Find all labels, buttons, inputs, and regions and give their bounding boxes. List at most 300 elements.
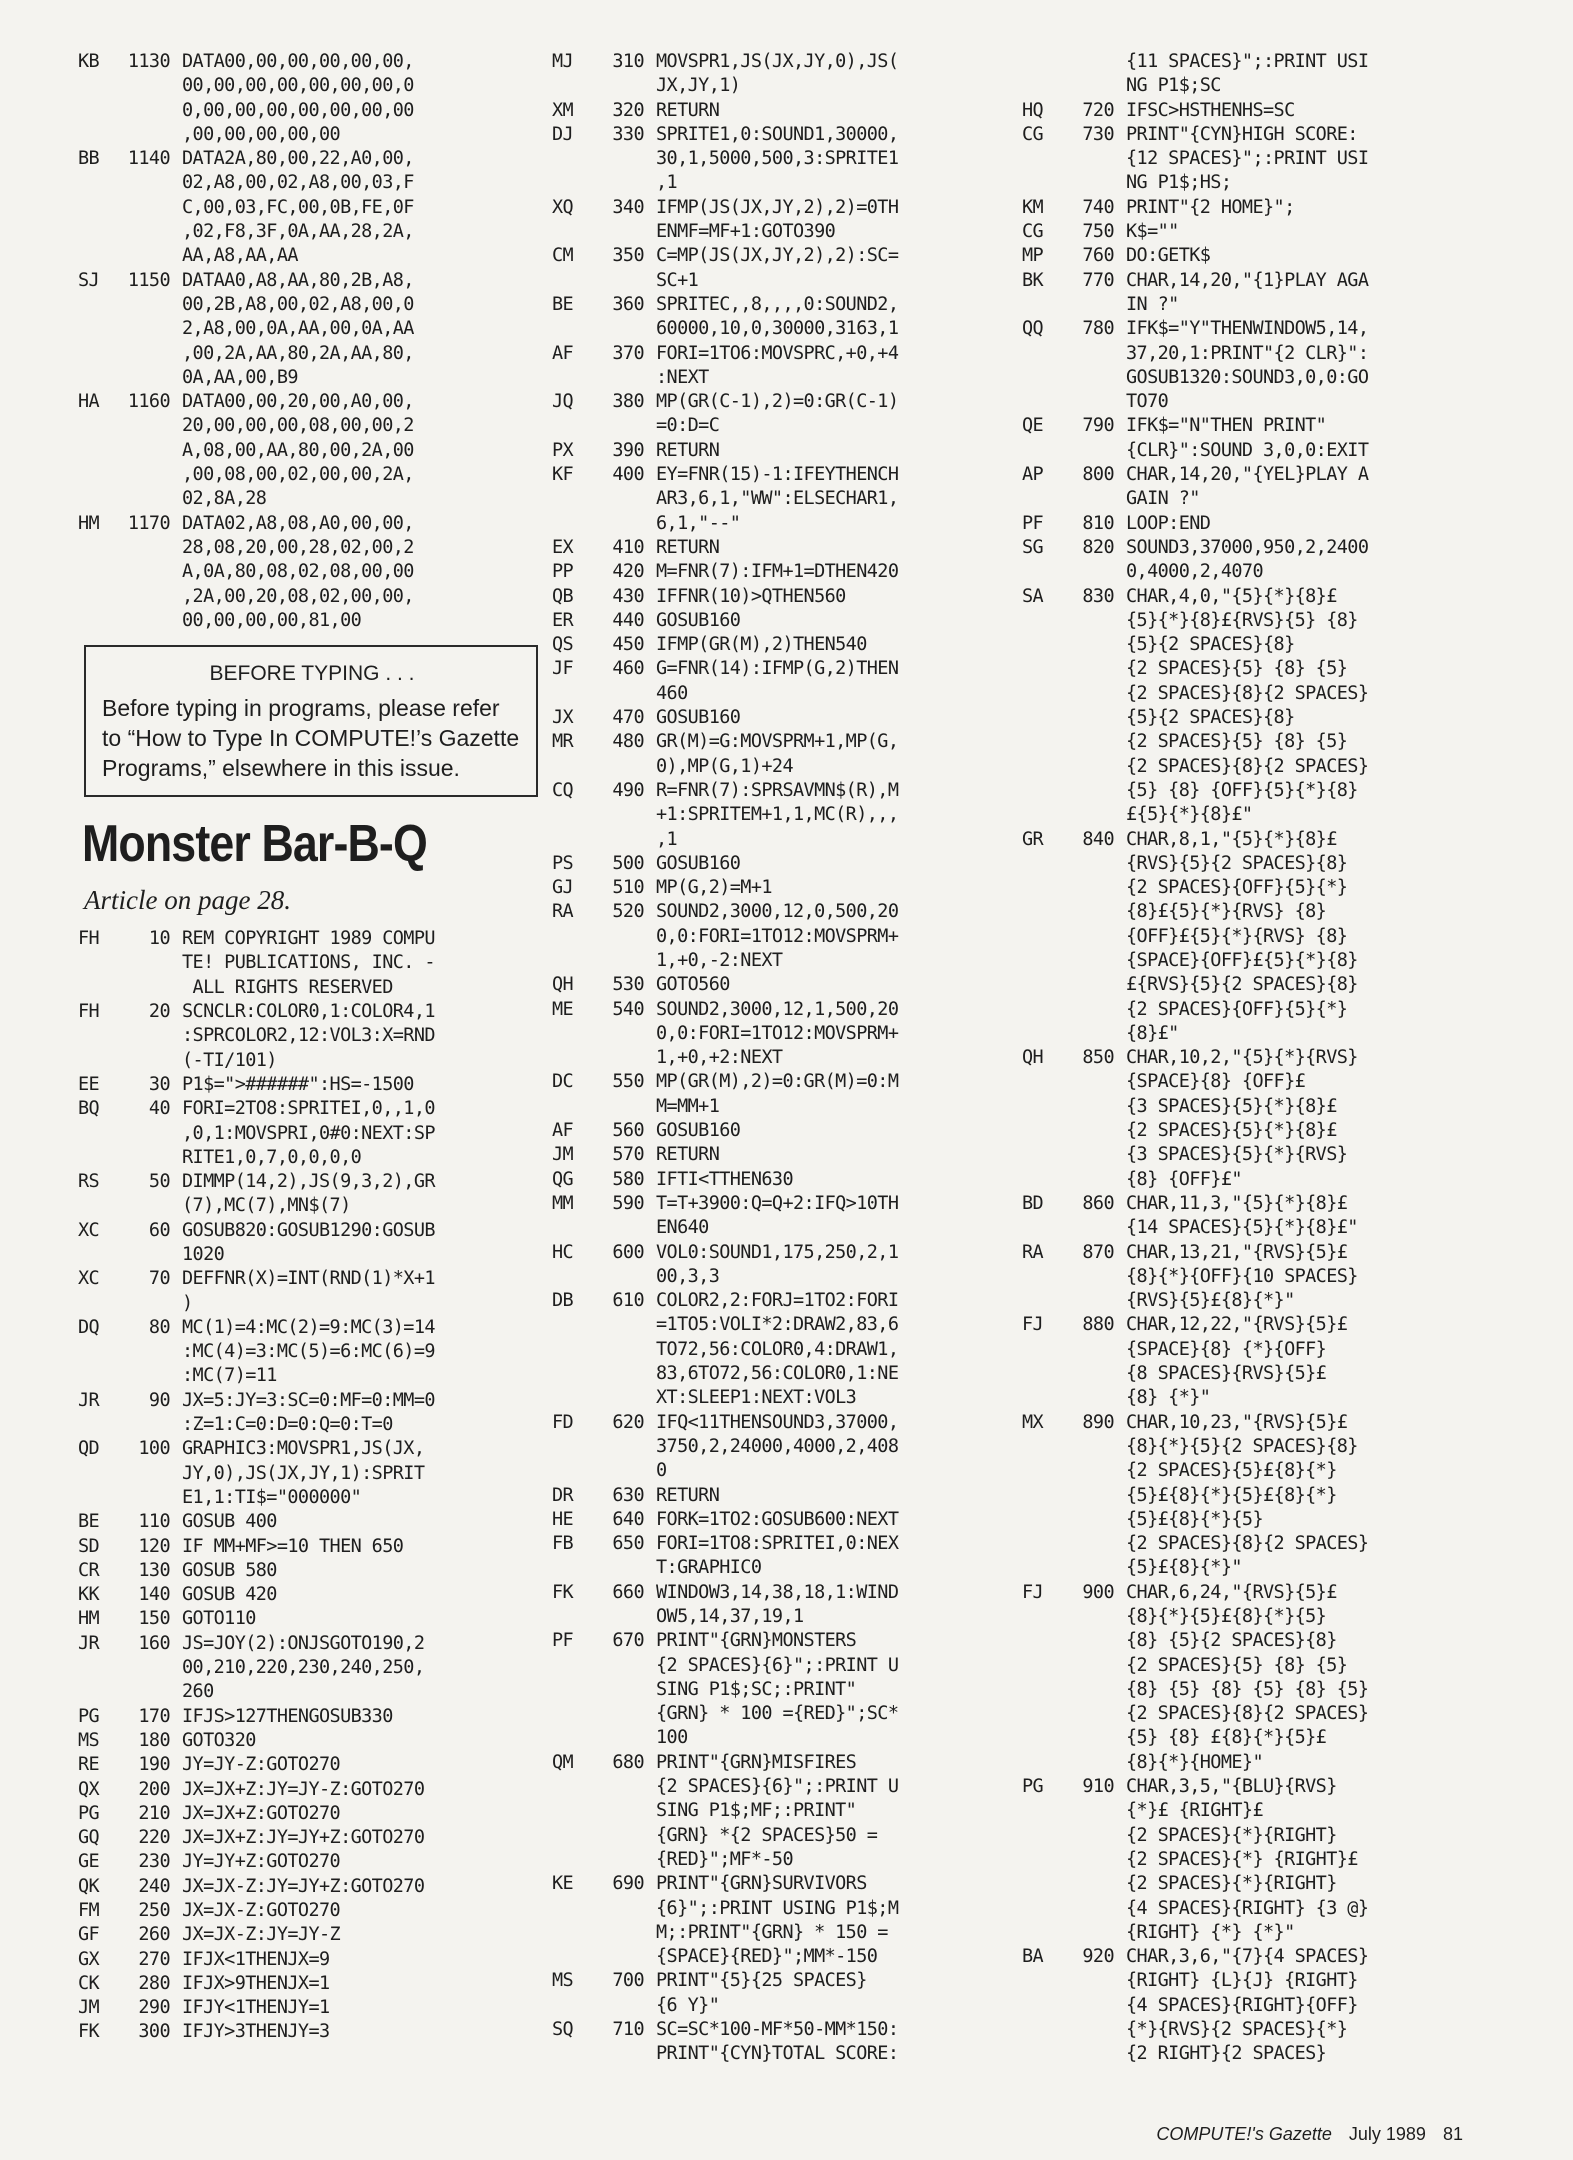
code-line (552, 1119, 1006, 1143)
code-text: {SPACE}{8} {OFF}£ (1126, 1071, 1306, 1093)
line-number (114, 585, 182, 609)
checksum (552, 171, 588, 195)
checksum: JF (552, 658, 574, 680)
code-text: 6,1,"--" (656, 512, 741, 534)
code-text: DATAA0,A8,AA,80,2B,A8, (182, 269, 414, 291)
code-text: {6 Y}" (656, 1994, 720, 2016)
code-line (1022, 755, 1492, 779)
checksum (1022, 1338, 1058, 1362)
code-text: IFQ<11THENSOUND3,37000, (656, 1411, 899, 1433)
code-text: SING P1$;SC;:PRINT" (656, 1678, 857, 1700)
code-line (552, 1824, 1006, 1848)
checksum: CQ (552, 779, 574, 801)
code-line (552, 1168, 1006, 1192)
line-number (1058, 730, 1126, 754)
checksum (1022, 1726, 1058, 1750)
code-line (552, 1702, 1006, 1726)
code-text: GOTO110 (182, 1608, 256, 1630)
code-text: +1:SPRITEM+1,1,MC(R),,, (656, 804, 899, 826)
code-text: K$="" (1126, 221, 1179, 243)
line-number: 800 (1082, 464, 1114, 486)
checksum (1022, 366, 1058, 390)
code-text: PRINT"{GRN}MISFIRES (656, 1751, 857, 1773)
checksum (1022, 2018, 1058, 2042)
code-line (1022, 585, 1492, 609)
code-line (78, 1316, 534, 1340)
code-line (78, 1243, 534, 1267)
code-text: {*}{RVS}{2 SPACES}{*} (1126, 2019, 1348, 2041)
code-text: IFJX>9THENJX=1 (182, 1972, 330, 1994)
checksum (78, 1656, 114, 1680)
line-number (1058, 900, 1126, 924)
code-text: GOTO320 (182, 1729, 256, 1751)
code-text: A,08,00,AA,80,00,2A,00 (182, 439, 414, 461)
code-line (552, 1022, 1006, 1046)
code-line (1022, 293, 1492, 317)
line-number: 710 (612, 2019, 644, 2041)
checksum (1022, 1508, 1058, 1532)
code-line (1022, 2018, 1492, 2042)
checksum: QM (552, 1751, 574, 1773)
code-text: ,1 (656, 172, 678, 194)
code-line (1022, 998, 1492, 1022)
checksum (552, 803, 588, 827)
code-text: {8} {5}{2 SPACES}{8} (1126, 1630, 1337, 1652)
checksum (78, 123, 114, 147)
code-text: IFFNR(10)>QTHEN560 (656, 585, 846, 607)
code-line (552, 1459, 1006, 1483)
code-text: {8}{*}{5}{2 SPACES}{8} (1126, 1435, 1358, 1457)
line-number (114, 487, 182, 511)
checksum (1022, 779, 1058, 803)
checksum: CG (1022, 123, 1044, 145)
checksum (552, 1265, 588, 1289)
line-number (588, 755, 656, 779)
line-number: 550 (612, 1071, 644, 1093)
code-text: {GRN} *{2 SPACES}50 = (656, 1824, 878, 1846)
code-line (1022, 1654, 1492, 1678)
code-text: {8} {OFF}£" (1126, 1168, 1242, 1190)
line-number (1058, 876, 1126, 900)
checksum (552, 828, 588, 852)
checksum (1022, 74, 1058, 98)
code-text: A,0A,80,08,02,08,00,00 (182, 561, 414, 583)
line-number (588, 1921, 656, 1945)
checksum: FH (78, 928, 100, 950)
checksum (552, 949, 588, 973)
code-line (78, 1972, 534, 1996)
checksum: PF (552, 1630, 574, 1652)
code-line (78, 1559, 534, 1583)
line-number (588, 1435, 656, 1459)
code-text: M;:PRINT"{GRN} * 150 = (656, 1921, 888, 1943)
code-text: {SPACE}{OFF}£{5}{*}{8} (1126, 949, 1358, 971)
checksum (1022, 1435, 1058, 1459)
page-footer (1144, 2124, 1463, 2145)
line-number (588, 1046, 656, 1070)
code-text: DATA00,00,20,00,A0,00, (182, 391, 414, 413)
checksum: GR (1022, 828, 1044, 850)
code-line (552, 74, 1006, 98)
code-line (1022, 1872, 1492, 1896)
listing-block-data-statements (78, 50, 534, 633)
checksum: PG (78, 1705, 100, 1727)
code-text: {RED}";MF*-50 (656, 1848, 793, 1870)
code-text: 0A,AA,00,B9 (182, 366, 298, 388)
code-line (1022, 50, 1492, 74)
checksum: RA (1022, 1241, 1044, 1263)
code-text: GOSUB160 (656, 1120, 741, 1142)
checksum: FM (78, 1900, 100, 1921)
line-number: 910 (1082, 1776, 1114, 1798)
line-number: 370 (612, 342, 644, 364)
checksum: MJ (552, 51, 574, 72)
code-line (78, 244, 534, 268)
line-number (114, 293, 182, 317)
line-number (114, 1146, 182, 1170)
checksum (552, 1459, 588, 1483)
code-text: ,2A,00,20,08,02,00,00, (182, 585, 414, 607)
code-text: 100 (656, 1727, 688, 1749)
line-number: 560 (612, 1120, 644, 1142)
code-line (78, 463, 534, 487)
code-line (78, 1656, 534, 1680)
line-number: 110 (138, 1511, 170, 1533)
code-line (1022, 1799, 1492, 1823)
line-number (114, 1486, 182, 1510)
line-number: 140 (138, 1584, 170, 1606)
code-text: ,00,2A,AA,80,2A,AA,80, (182, 342, 414, 364)
checksum (78, 317, 114, 341)
line-number: 510 (612, 877, 644, 899)
line-number (588, 1095, 656, 1119)
code-text: {8}{*}{HOME}" (1126, 1751, 1263, 1773)
code-text: 00,3,3 (656, 1265, 720, 1287)
code-line (552, 1046, 1006, 1070)
checksum (1022, 852, 1058, 876)
code-line (78, 1049, 534, 1073)
code-line (552, 2018, 1006, 2042)
checksum: FD (552, 1411, 574, 1433)
code-text: 1020 (182, 1243, 225, 1265)
line-number (1058, 1605, 1126, 1629)
checksum (1022, 706, 1058, 730)
code-text: CHAR,8,1,"{5}{*}{8}£ (1126, 828, 1337, 850)
code-line (78, 1292, 534, 1316)
line-number (588, 1386, 656, 1410)
line-number (1058, 633, 1126, 657)
code-line (1022, 852, 1492, 876)
code-line (552, 1678, 1006, 1702)
checksum: AP (1022, 464, 1044, 486)
code-text: {5}{2 SPACES}{8} (1126, 707, 1295, 729)
line-number (588, 925, 656, 949)
code-text: £{RVS}{5}{2 SPACES}{8} (1126, 974, 1358, 996)
code-line (552, 1872, 1006, 1896)
checksum (78, 1194, 114, 1218)
line-number (114, 366, 182, 390)
line-number (588, 74, 656, 98)
code-line (1022, 1313, 1492, 1337)
line-number: 600 (612, 1241, 644, 1263)
line-number (1058, 366, 1126, 390)
line-number: 170 (138, 1705, 170, 1727)
line-number (588, 1775, 656, 1799)
code-text: 30,1,5000,500,3:SPRITE1 (656, 148, 899, 170)
checksum (1022, 1484, 1058, 1508)
code-line (78, 1122, 534, 1146)
code-line (552, 657, 1006, 681)
line-number (588, 1556, 656, 1580)
code-line (552, 123, 1006, 147)
code-line (552, 682, 1006, 706)
line-number (1058, 390, 1126, 414)
checksum (78, 439, 114, 463)
code-line (552, 366, 1006, 390)
code-line (552, 1654, 1006, 1678)
line-number (1058, 171, 1126, 195)
checksum (1022, 1143, 1058, 1167)
line-number: 880 (1082, 1314, 1114, 1336)
line-number (588, 1265, 656, 1289)
checksum (1022, 973, 1058, 997)
code-text: 02,A8,00,02,A8,00,03,F (182, 172, 414, 194)
checksum: JM (552, 1144, 574, 1166)
code-line (78, 1194, 534, 1218)
code-text: ,00,00,00,00,00 (182, 123, 341, 145)
code-line (552, 1897, 1006, 1921)
checksum: SA (1022, 585, 1044, 607)
code-text: {RVS}{5}£{8}{*}" (1126, 1290, 1295, 1312)
line-number (1058, 1702, 1126, 1726)
code-line (78, 1170, 534, 1194)
checksum (552, 317, 588, 341)
code-text: JY,0),JS(JX,JY,1):SPRIT (182, 1462, 425, 1484)
code-text: FORI=2TO8:SPRITEI,0,,1,0 (182, 1098, 435, 1120)
line-number: 430 (612, 585, 644, 607)
code-text: JX,JY,1) (656, 75, 741, 97)
code-text: GR(M)=G:MOVSPRM+1,MP(G, (656, 731, 899, 753)
code-text: {2 SPACES}{8}{2 SPACES} (1126, 1703, 1369, 1725)
checksum: MS (78, 1729, 100, 1751)
code-line (78, 123, 534, 147)
code-line (78, 560, 534, 584)
checksum: XC (78, 1219, 100, 1241)
line-number (114, 1340, 182, 1364)
code-text: {2 RIGHT}{2 SPACES} (1126, 2043, 1327, 2065)
checksum: DR (552, 1484, 574, 1506)
line-number: 440 (612, 609, 644, 631)
code-text: 37,20,1:PRINT"{2 CLR}": (1126, 342, 1369, 364)
code-text: GOSUB160 (656, 707, 741, 729)
checksum (78, 74, 114, 98)
line-number (1058, 147, 1126, 171)
checksum (78, 99, 114, 123)
code-line (1022, 876, 1492, 900)
code-text: {2 SPACES}{OFF}{5}{*} (1126, 998, 1348, 1020)
line-number: 270 (138, 1948, 170, 1970)
code-text: IFK$="Y"THENWINDOW5,14, (1126, 318, 1369, 340)
code-line (78, 1802, 534, 1826)
code-text: {3 SPACES}{5}{*}{8}£ (1126, 1095, 1337, 1117)
code-line (1022, 196, 1492, 220)
checksum (552, 366, 588, 390)
checksum (1022, 1168, 1058, 1192)
line-number (588, 366, 656, 390)
code-line (552, 560, 1006, 584)
code-line (552, 730, 1006, 754)
line-number: 250 (138, 1900, 170, 1921)
code-text: {RIGHT} {*} {*}" (1126, 1921, 1295, 1943)
code-line (1022, 1338, 1492, 1362)
checksum: PG (78, 1802, 100, 1824)
line-number (1058, 1143, 1126, 1167)
code-text: CHAR,10,23,"{RVS}{5}£ (1126, 1411, 1348, 1433)
checksum: HM (78, 512, 100, 534)
code-line (78, 1073, 534, 1097)
line-number: 830 (1082, 585, 1114, 607)
checksum: JR (78, 1632, 100, 1654)
checksum (552, 220, 588, 244)
code-line (1022, 1897, 1492, 1921)
line-number (114, 171, 182, 195)
code-line (552, 876, 1006, 900)
line-number: 500 (612, 852, 644, 874)
checksum (552, 1095, 588, 1119)
line-number (588, 1799, 656, 1823)
checksum (1022, 1799, 1058, 1823)
line-number: 480 (612, 731, 644, 753)
code-text: 2,A8,00,0A,AA,00,0A,AA (182, 318, 414, 340)
checksum: HE (552, 1508, 574, 1530)
line-number: 470 (612, 707, 644, 729)
checksum (78, 342, 114, 366)
code-text: RETURN (656, 536, 720, 558)
checksum (1022, 1678, 1058, 1702)
code-line (1022, 1629, 1492, 1653)
checksum (1022, 925, 1058, 949)
code-text: {2 SPACES}{5} {8} {5} (1126, 731, 1348, 753)
code-text: CHAR,14,20,"{1}PLAY AGA (1126, 269, 1369, 291)
code-line (1022, 730, 1492, 754)
line-number (1058, 1435, 1126, 1459)
line-number: 290 (138, 1997, 170, 2019)
code-line (1022, 1119, 1492, 1143)
line-number: 220 (138, 1827, 170, 1849)
code-text: 1,+0,-2:NEXT (656, 949, 783, 971)
code-text: {2 SPACES}{5}£{8}{*} (1126, 1460, 1337, 1482)
code-line (78, 147, 534, 171)
code-line (552, 1143, 1006, 1167)
code-text: {RIGHT} {L}{J} {RIGHT} (1126, 1970, 1358, 1992)
code-text: 1,+0,+2:NEXT (656, 1047, 783, 1069)
code-line (552, 803, 1006, 827)
checksum (78, 293, 114, 317)
checksum (1022, 1095, 1058, 1119)
checksum: AF (552, 342, 574, 364)
line-number (1058, 1532, 1126, 1556)
line-number: 50 (148, 1171, 170, 1193)
checksum (552, 269, 588, 293)
code-text: IFMP(JS(JX,JY,2),2)=0TH (656, 196, 899, 218)
checksum (552, 1605, 588, 1629)
checksum: JQ (552, 391, 574, 413)
code-text: 20,00,00,00,08,00,00,2 (182, 415, 414, 437)
code-text: SOUND2,3000,12,0,500,20 (656, 901, 899, 923)
checksum (1022, 50, 1058, 74)
code-text: VOL0:SOUND1,175,250,2,1 (656, 1241, 899, 1263)
line-number (1058, 1508, 1126, 1532)
checksum (78, 560, 114, 584)
code-text: R=FNR(7):SPRSAVMN$(R),M (656, 779, 899, 801)
code-text: :NEXT (656, 366, 709, 388)
code-text: CHAR,4,0,"{5}{*}{8}£ (1126, 585, 1337, 607)
line-number: 660 (612, 1581, 644, 1603)
code-line (552, 414, 1006, 438)
line-number (1058, 1921, 1126, 1945)
code-line (552, 439, 1006, 463)
code-text: TE! PUBLICATIONS, INC. - (182, 952, 435, 974)
code-line (552, 1289, 1006, 1313)
code-text: CHAR,3,5,"{BLU}{RVS} (1126, 1776, 1337, 1798)
checksum (1022, 390, 1058, 414)
code-line (552, 512, 1006, 536)
code-text: AA,A8,AA,AA (182, 245, 298, 267)
code-line (1022, 1484, 1492, 1508)
code-text: C,00,03,FC,00,0B,FE,0F (182, 196, 414, 218)
code-line (1022, 1921, 1492, 1945)
code-text: SC=SC*100-MF*50-MM*150: (656, 2019, 899, 2041)
code-line (552, 1484, 1006, 1508)
checksum: QE (1022, 415, 1044, 437)
code-text: SC+1 (656, 269, 699, 291)
line-number: 790 (1082, 415, 1114, 437)
code-text: IF MM+MF>=10 THEN 650 (182, 1535, 404, 1557)
code-text: {2 SPACES}{*}{RIGHT} (1126, 1873, 1337, 1895)
line-number (114, 1656, 182, 1680)
line-number (114, 951, 182, 975)
code-line (1022, 609, 1492, 633)
code-text: :Z=1:C=0:D=0:Q=0:T=0 (182, 1414, 393, 1436)
code-text: FORK=1TO2:GOSUB600:NEXT (656, 1508, 899, 1530)
line-number (1058, 1654, 1126, 1678)
line-number (114, 244, 182, 268)
code-text: {2 SPACES}{*}{RIGHT} (1126, 1824, 1337, 1846)
code-line (78, 1413, 534, 1437)
code-line (1022, 1508, 1492, 1532)
checksum (552, 487, 588, 511)
code-line (1022, 1362, 1492, 1386)
code-line (552, 706, 1006, 730)
checksum: PF (1022, 512, 1044, 534)
code-line (1022, 973, 1492, 997)
code-line (552, 1556, 1006, 1580)
code-line (1022, 949, 1492, 973)
checksum (1022, 1532, 1058, 1556)
code-text: JX=JX+Z:JY=JY+Z:GOTO270 (182, 1827, 425, 1849)
line-number (1058, 1726, 1126, 1750)
checksum (1022, 560, 1058, 584)
code-text: {5}{2 SPACES}{8} (1126, 634, 1295, 656)
checksum (1022, 1921, 1058, 1945)
checksum: GF (78, 1924, 100, 1946)
checksum: DJ (552, 123, 574, 145)
article-title: Monster Bar-B-Q (82, 815, 427, 874)
code-line (78, 1923, 534, 1947)
checksum: PP (552, 561, 574, 583)
checksum (552, 1046, 588, 1070)
code-text: RETURN (656, 99, 720, 121)
